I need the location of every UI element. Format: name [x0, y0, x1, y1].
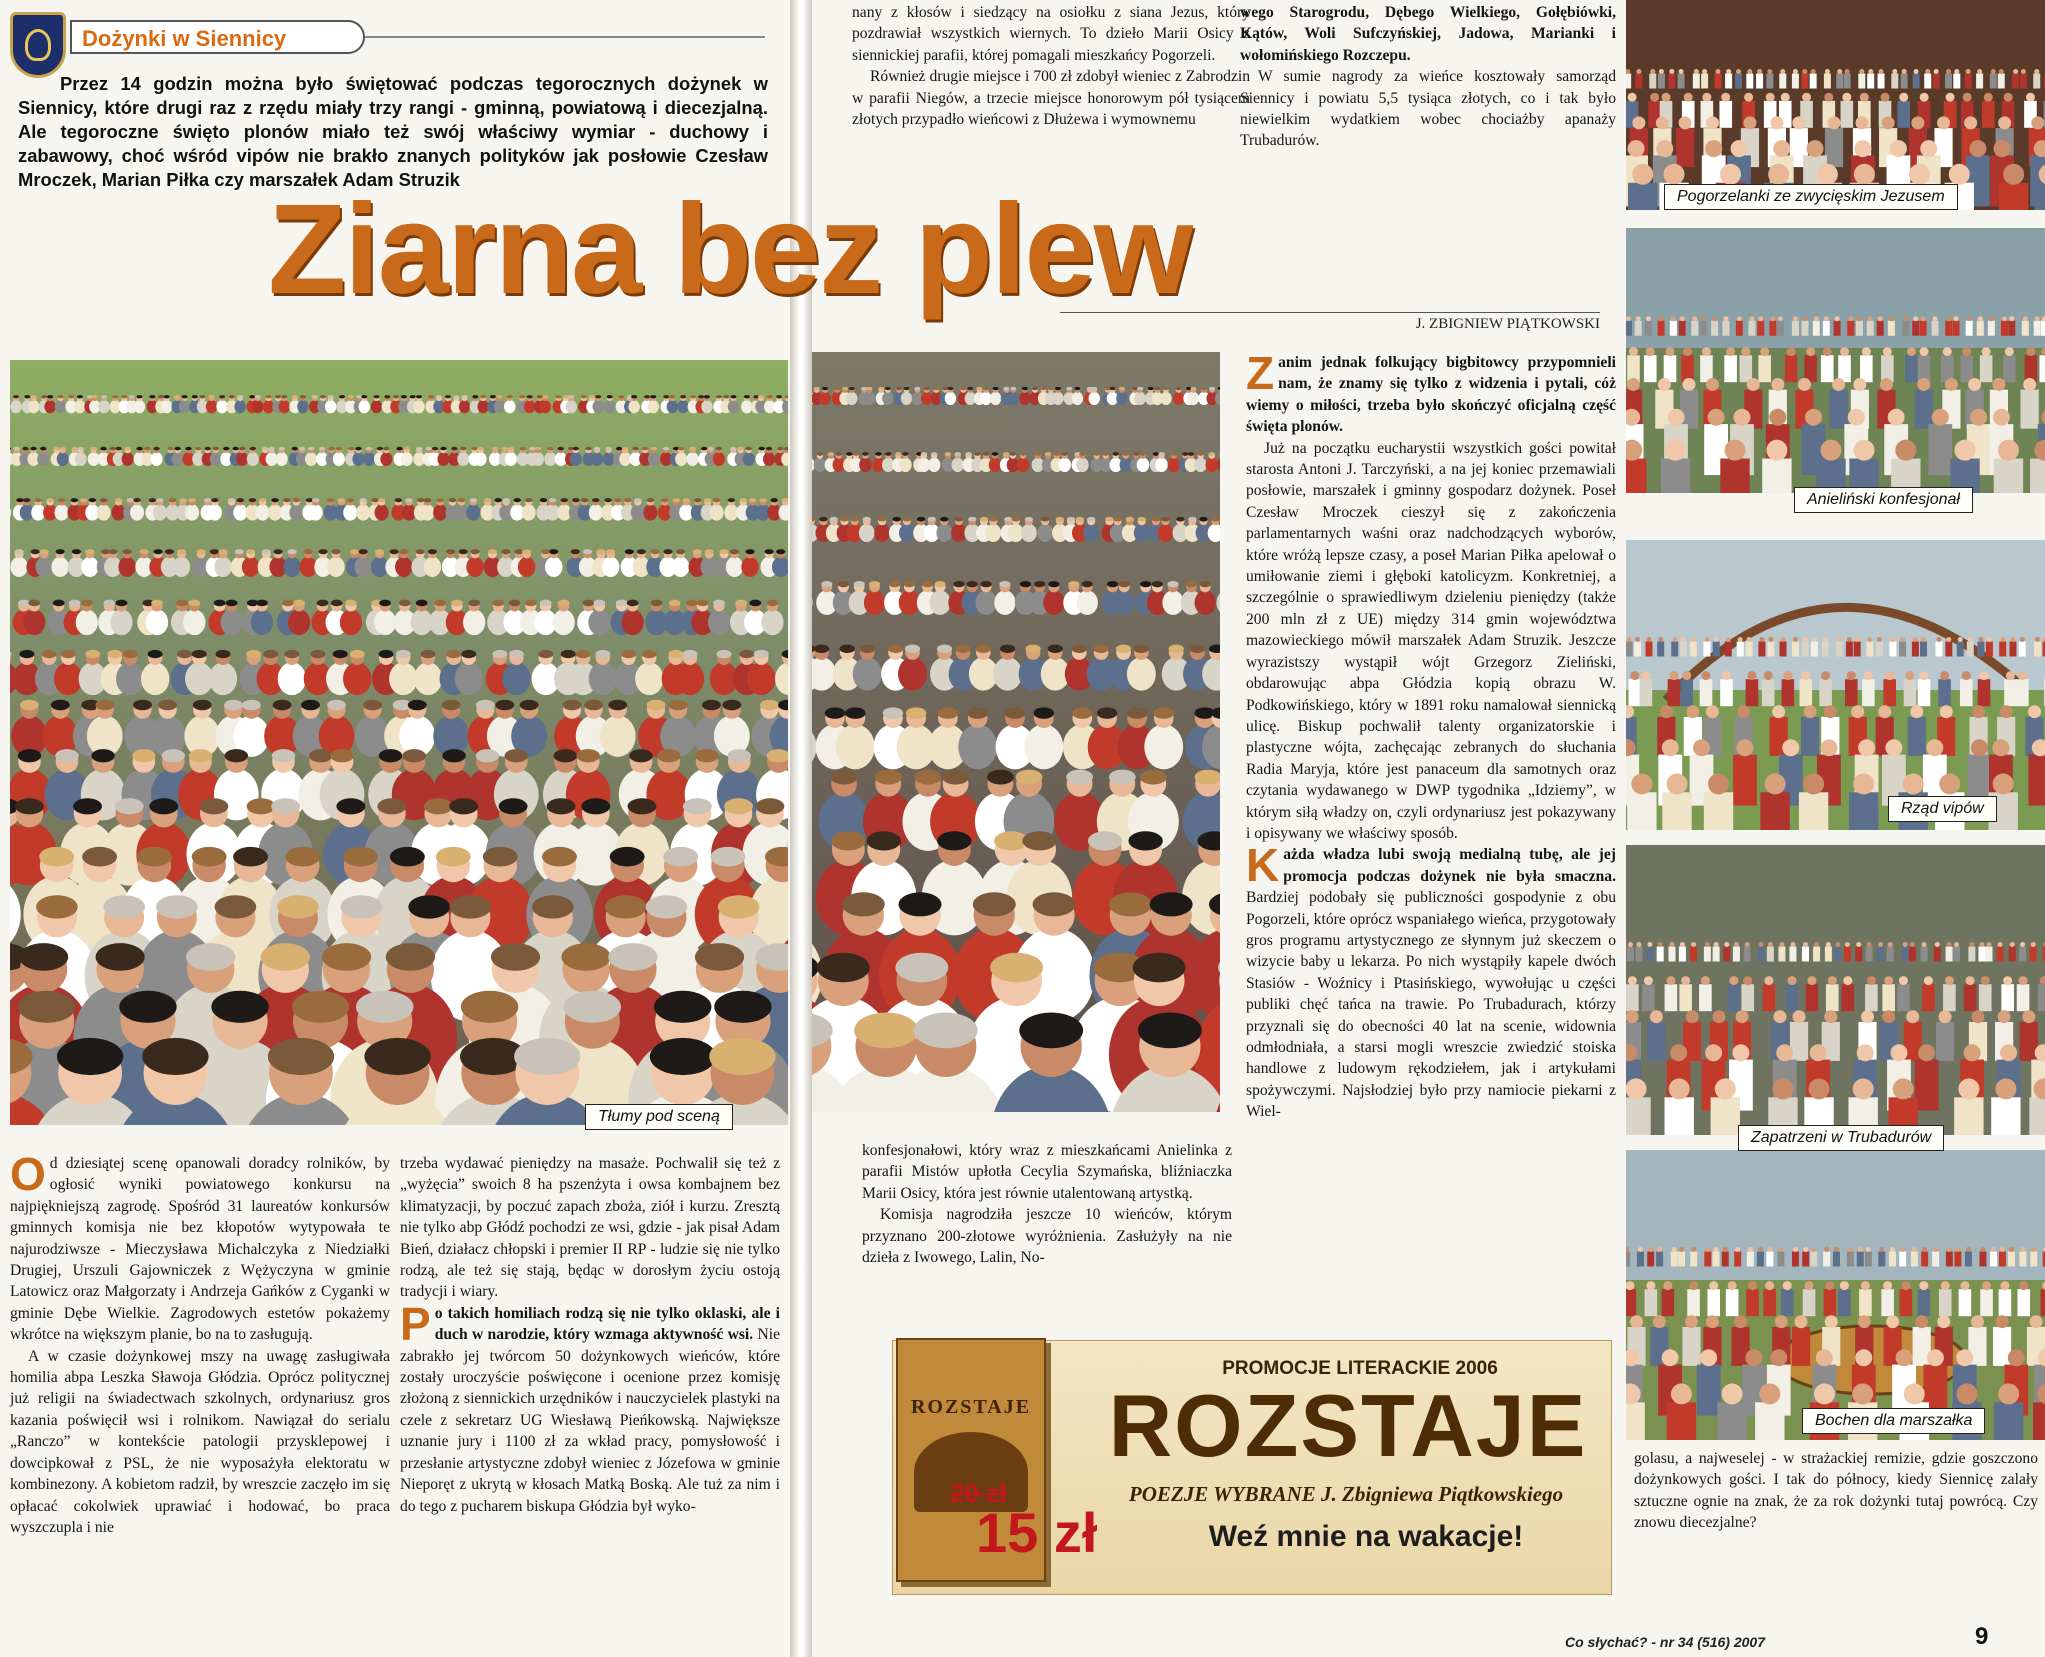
book-cover-title: ROZSTAJE	[910, 1396, 1032, 1418]
caption-photo-5: Bochen dla marszałka	[1802, 1408, 1985, 1434]
crowd-photo-right	[812, 352, 1220, 1112]
paragraph: Nie zabrakło jej twórcom 50 dożynkowych wieńców, które zostały uroczyście poświęcone i ocenione przez komisję złożoną z siennickich urzędników i nauczycielek plastyki na czele z sekretarz UG Wiesławą Pieńkowską. Największe uznanie jury i 1100 zł za wkład pracy, pomysłowość i przesłanie artystyczne zdobył wieniec z Józefowa w gminie Nieporęt z ukrytą w kłosach Matką Boską. Ale tuż za nim i do tego z pucharem biskupa Głódzia był wyko-	[400, 1326, 780, 1515]
article-headline: Ziarna bez plew	[268, 178, 1192, 321]
advert-subtitle: POEZJE WYBRANE J. Zbigniewa Piątkowskiego	[1128, 1482, 1564, 1506]
coat-of-arms-icon	[10, 12, 66, 78]
left-column-1	[10, 1148, 390, 1538]
caption-photo-3: Rząd vipów	[1888, 796, 1997, 822]
advert-call-to-action[interactable]: Weź mnie na wakacje!	[1208, 1520, 1524, 1553]
photo-bochen	[1626, 1150, 2045, 1440]
paragraph: A w czasie dożynkowej mszy na uwagę zasługiwała homilia abpa Leszka Sławoja Głódzia. Oprócz politycznej już religii na świadectwach szkolnych, ordynariusz gros kazania poświęcił wsi i rolnikom. Nawiązał do serialu „Ranczo” w kontekście patologii przysklepowej i dowcipkował z PSL, że nie wyposażyła elektoratu w kombinezony. A kobietom radził, by wreszcie zaczęło im się opłacać cokolwiek uprawiać i hodować, bo praca wyszczupla i nie	[10, 1347, 390, 1536]
author-byline: J. ZBIGNIEW PIĄTKOWSKI	[1060, 312, 1600, 333]
paragraph: Również drugie miejsce i 700 zł zdobył wieniec z Zabrodzin w parafii Niegów, a trzecie miejsce honorowym pół tysiącem złotych przypadło wieńcowi z Dłużewa i wymownemu	[852, 68, 1250, 129]
paragraph: d dziesiątej scenę opanowali doradcy rolników, by ogłosić wyniki powiatowego konkursu na najpiękniejszą zagrodę. Spośród 31 laureatów konkursów gminnych komisja nie bez kłopotów wytypowała te najurodziwsze - Mieczysława Michalczyka z Niedziałki Drugiej, Urszuli Gajowniczek z Wężyczyna w gminie Latowicz oraz Małgorzaty i Andrzeja Gańków z Cyganki w gminie Dębe Wielkie. Zagrodowych estetów pokażemy wkrótce na większym planie, bo na to zasługują.	[10, 1155, 390, 1344]
caption-photo-1: Pogorzelanki ze zwycięskim Jezusem	[1664, 184, 1958, 210]
advert-kicker: PROMOCJE LITERACKIE 2006	[1222, 1358, 1498, 1379]
paragraph: nany z kłosów i siedzący na osiołku z siana Jezus, który pozdrawiał wszystkich wiernych. To dzieło Marii Osicy z siennickiej parafii, której pomagali mieszkańcy Pogorzeli.	[852, 4, 1250, 64]
photo-trubadurzy	[1626, 845, 2045, 1135]
paragraph: golasu, a najweselej - w strażackiej remizie, gdzie goszczono dożynkowych gości. I tak do północy, kiedy Siennicę zalały sztuczne ognie na znak, że za rok dożynki tutaj powrócą. Czy znowu diecezjalne?	[1634, 1450, 2038, 1532]
right-column-2-main	[1246, 347, 1616, 1123]
crowd-illustration	[812, 352, 1220, 1112]
article-lead: Przez 14 godzin można było świętować podczas tegorocznych dożynek w Siennicy, które drugi raz z rzędu miały trzy rangi - gminną, powiatową i diecezjalną. Ale tegoroczne święto plonów miało też swój właściwy wymiar - duchowy i zabawowy, choć wśród vipów nie brakło znanych polityków jak posłowie Czesław Mroczek, Marian Piłka czy marszałek Adam Struzik	[18, 73, 768, 190]
old-price: 20 zł	[950, 1478, 1007, 1508]
paragraph: Już na początku eucharystii wszystkich gości powitał starosta Antoni J. Tarczyński, a na jej koniec przemawiali posłowie, marszałek i gminny gospodarz dożynek. Poseł Czesław Mroczek cieszył się z zakończenia parlamentarnych waśni oraz nadchodzących wyborów, które wróżą lepsze czasy, a poseł Marian Piłka apelował o umiłowanie ziemi i głęboki katolicyzm. Konkretniej, a szczególnie o sprawiedliwym dzieleniu pieniędzy (także 200 mln zł z UE) między 314 gmin województwa mazowieckiego mówił marszałek Adam Struzik. Jeszcze wyrazistszy wystąpił wójt Grzegorz Zieliński, obdarowując abpa Głódzia kopią obrazu W. Podkowińskiego, który w 1891 roku namalował siennicką ulicę. Biskup pochwalił talenty organizatorskie i plastyczne wójta, zachęcając zebranych do słuchania Radia Maryja, które jest panaceum dla samotnych oraz czytania wydawanego w DWP tygodnika „Idziemy”, w którym siłą władzy on, czyli ordynariusz jest pokazywany i opisywany we właściwy sposób.	[1246, 439, 1616, 842]
page-number: 9	[1975, 1623, 1989, 1650]
section-label: Dożynki w Siennicy	[70, 20, 365, 54]
photo-konfesjonal	[1626, 228, 2045, 493]
drop-cap: Z	[1246, 347, 1275, 399]
right-column-3-bottom	[1634, 1448, 2038, 1534]
advert-title: ROZSTAJE	[1108, 1376, 1588, 1475]
crowd-illustration	[10, 360, 788, 1125]
magazine-footer: Co słychać? - nr 34 (516) 2007	[1565, 1634, 1765, 1650]
drop-cap: K	[1246, 839, 1280, 892]
drop-cap: O	[10, 1148, 46, 1200]
section-rule	[365, 36, 765, 38]
left-column-2	[400, 1153, 780, 1517]
bold-lede: ażda władza lubi swoją medialną tubę, ale jej promocja podczas dożynek nie była smaczna.	[1283, 846, 1616, 885]
new-price: 15 zł	[976, 1501, 1098, 1564]
caption-main-photo: Tłumy pod sceną	[585, 1104, 733, 1130]
bold-lede: o takich homiliach rodzą się nie tylko oklaski, ale i duch w narodzie, który wzmaga aktywność wsi.	[434, 1304, 780, 1344]
photo-vipy	[1626, 540, 2045, 830]
paragraph: Komisja nagrodziła jeszcze 10 wieńców, którym przyznano 200-złotowe wyróżnienia. Zasłużyły na nie dzieła z Iwowego, Lalin, No-	[862, 1206, 1232, 1267]
photo-pogorzelanki	[1626, 0, 2045, 210]
drop-cap: P	[400, 1297, 431, 1350]
caption-photo-2: Anieliński konfesjonał	[1794, 487, 1973, 513]
right-column-1-bottom	[862, 1140, 1232, 1268]
right-column-1-top	[852, 2, 1250, 130]
right-column-2-top	[1240, 2, 1616, 152]
crowd-photo-main	[10, 360, 788, 1125]
paragraph: Bardziej podobały się publiczności gospodynie z obu Pogorzeli, które oprócz wspaniałego wieńca, przygotowały gros programu artystycznego ze słynnym już skeczem o wizycie baby u lekarza. Po nich wystąpiły kapele dwóch Stasiów - Woźnicy i Ptasińskiego, wywołując u części publiki chęć tańca na trawie. Po Trubadurach, którzy przyznali się do obecności 40 lat na scenie, widownia odmłodniała, a starsi mogli wreszcie zwiedzić stoiska handlowe z ludowym rękodziełem, jak i artykułami spożywczymi. Najsłodziej było przy namiocie piekarni z Wiel-	[1246, 889, 1616, 1121]
paragraph: trzeba wydawać pieniędzy na masaże. Pochwalił się też z „wyżęcia” swoich 8 ha pszenżyta i owsa kombajnem bez klimatyzacji, by poczuć zapach zboża, ziół i kurzu. Zresztą nie tylko abp Głódź pochodzi ze wsi, gdzie - jak pisał Adam Bień, działacz chłopski i premier II RP - ludzie się nie tylko rodzą, ale też się stają, będąc w dorosłym życiu ostoją tradycji i wiary.	[400, 1155, 780, 1301]
caption-photo-4: Zapatrzeni w Trubadurów	[1738, 1125, 1944, 1151]
paragraph: konfesjonałowi, który wraz z mieszkańcami Anielinka z parafii Mistów upłotła Cecylia Szymańska, bliźniaczka Marii Osicy, która jest równie utalentowaną artystką.	[862, 1142, 1232, 1202]
paragraph: W sumie nagrody za wieńce kosztowały samorząd Siennicy i powiatu 5,5 tysiąca złotych, co i tak było niewielkim wydatkiem wobec chociażby apanaży Trubadurów.	[1240, 68, 1616, 150]
bold-lede: anim jednak folkujący bigbitowcy przypomnieli nam, że znamy się tylko z widzenia i pytali, cóż wiemy o miłości, trzeba było skończyć oficjalną część święta plonów.	[1246, 354, 1616, 436]
paragraph: wego Starogrodu, Dębego Wielkiego, Gołębiówki, Kątów, Woli Sufczyńskiej, Jadowa, Marianki i wołomińskiego Rozczepu.	[1240, 4, 1616, 64]
